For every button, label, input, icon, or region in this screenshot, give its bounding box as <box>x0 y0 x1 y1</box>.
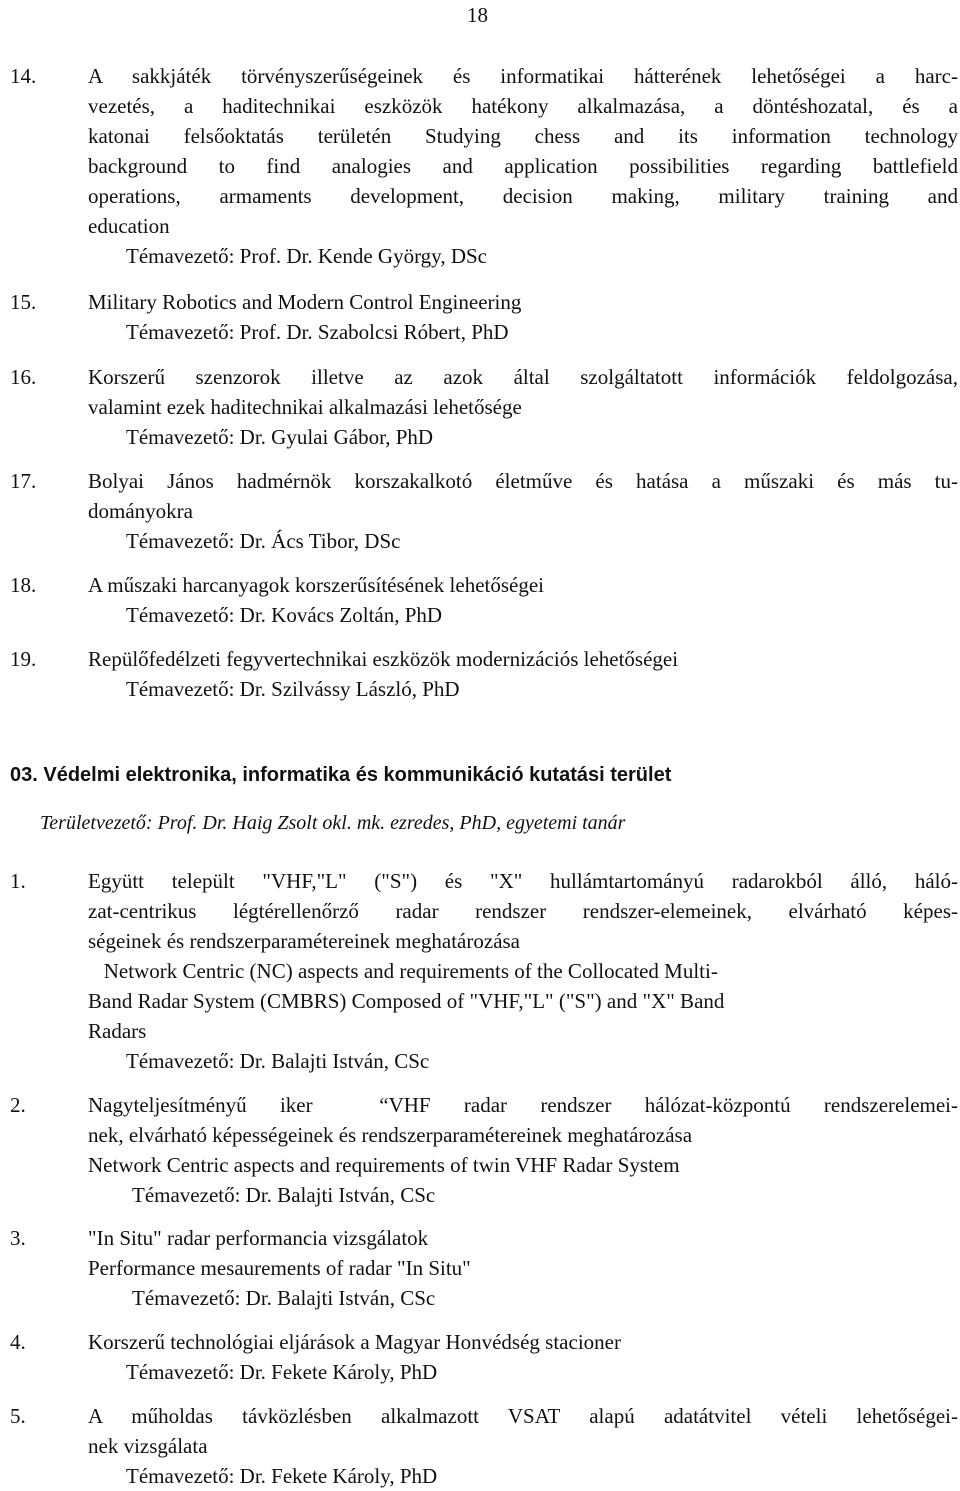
item-title-line: katonai felsőoktatás területén Studying chess and its information technology <box>88 124 958 148</box>
item-body <box>88 644 958 704</box>
item-body <box>88 1090 958 1210</box>
item-title-line: operations, armaments development, decision making, military training and <box>88 184 958 208</box>
item-number: 16. <box>10 365 37 389</box>
item-title-line: nek vizsgálata <box>88 1434 208 1458</box>
item-title-line: zat-centrikus légtérellenőrző radar rendszer rendszer-elemeinek, elvárható képes- <box>88 899 958 923</box>
item-title-line: education <box>88 214 170 238</box>
item-number: 5. <box>10 1404 26 1428</box>
item-title-line: A műholdas távközlésben alkalmazott VSAT alapú adatátvitel vételi lehetőségei- <box>88 1404 958 1428</box>
english-title-line: Network Centric aspects and requirements of twin VHF Radar System <box>88 1153 680 1177</box>
supervisor: Témavezető: Dr. Szilvássy László, PhD <box>126 677 460 701</box>
item-number: 17. <box>10 469 37 493</box>
english-title-line: Radars <box>88 1019 147 1043</box>
item-title-line: Korszerű szenzorok illetve az azok által szolgáltatott információk feldolgozása, <box>88 365 958 389</box>
item-title-line: "In Situ" radar performancia vizsgálatok <box>88 1226 429 1250</box>
list-item <box>0 570 958 630</box>
supervisor: Témavezető: Dr. Balajti István, CSc <box>132 1183 436 1207</box>
item-body <box>88 61 958 271</box>
list-item <box>0 466 958 556</box>
item-title-line: Együtt települt "VHF,"L" ("S") és "X" hullámtartományú radarokból álló, háló- <box>88 869 958 893</box>
list-item <box>0 1223 958 1313</box>
supervisor: Témavezető: Dr. Kovács Zoltán, PhD <box>126 603 443 627</box>
list-item <box>0 866 958 1076</box>
list-item <box>0 362 958 452</box>
section-lead: Területvezető: Prof. Dr. Haig Zsolt okl. mk. ezredes, PhD, egyetemi tanár <box>40 812 626 834</box>
item-title-line: Repülőfedélzeti fegyvertechnikai eszközök modernizációs lehetőségei <box>88 647 679 671</box>
item-title-line: nek, elvárható képességeinek és rendszerparamétereinek meghatározása <box>88 1123 693 1147</box>
supervisor: Témavezető: Dr. Gyulai Gábor, PhD <box>126 425 434 449</box>
section-heading: 03. Védelmi elektronika, informatika és kommunikáció kutatási terület <box>10 764 672 786</box>
list-item <box>0 287 958 347</box>
item-title-line: Military Robotics and Modern Control Engineering <box>88 290 522 314</box>
list-item <box>0 1327 958 1387</box>
item-number: 18. <box>10 573 37 597</box>
list-item <box>0 1401 958 1491</box>
supervisor: Témavezető: Dr. Balajti István, CSc <box>126 1049 430 1073</box>
item-title-line: valamint ezek haditechnikai alkalmazási lehetősége <box>88 395 522 419</box>
item-body <box>88 866 958 1076</box>
list-item <box>0 644 958 704</box>
item-title-line: background to find analogies and application possibilities regarding battlefield <box>88 154 958 178</box>
list-item <box>0 61 958 271</box>
item-title-line: A műszaki harcanyagok korszerűsítésének lehetőségei <box>88 573 545 597</box>
item-title-line: Nagyteljesítményű iker “VHF radar rendszer hálózat-központú rendszerelemei- <box>88 1093 958 1117</box>
item-title-line: ségeinek és rendszerparamétereinek meghatározása <box>88 929 521 953</box>
item-title-line: A sakkjáték törvényszerűségeinek és informatikai hátterének lehetőségei a harc- <box>88 64 958 88</box>
item-body <box>88 1327 958 1387</box>
supervisor: Témavezető: Dr. Fekete Károly, PhD <box>126 1464 438 1488</box>
item-title-line: Bolyai János hadmérnök korszakalkotó életműve és hatása a műszaki és más tu- <box>88 469 958 493</box>
item-number: 3. <box>10 1226 26 1250</box>
item-number: 1. <box>10 869 26 893</box>
item-body <box>88 362 958 452</box>
item-body <box>88 287 958 347</box>
item-title-line: Korszerű technológiai eljárások a Magyar Honvédség stacioner <box>88 1330 621 1354</box>
item-body <box>88 466 958 556</box>
item-number: 14. <box>10 64 37 88</box>
supervisor: Témavezető: Prof. Dr. Kende György, DSc <box>126 244 487 268</box>
supervisor: Témavezető: Prof. Dr. Szabolcsi Róbert, PhD <box>126 320 509 344</box>
english-title-line: Performance mesaurements of radar "In Situ" <box>88 1256 471 1280</box>
item-body <box>88 1223 958 1313</box>
supervisor: Témavezető: Dr. Balajti István, CSc <box>132 1286 436 1310</box>
list-item <box>0 1090 958 1210</box>
item-body <box>88 570 958 630</box>
item-title-line: dományokra <box>88 499 193 523</box>
item-number: 15. <box>10 290 37 314</box>
english-title-line: Network Centric (NC) aspects and requirements of the Collocated Multi- <box>88 959 718 983</box>
item-number: 2. <box>10 1093 26 1117</box>
page-number: 18 <box>467 3 488 27</box>
supervisor: Témavezető: Dr. Fekete Károly, PhD <box>126 1360 438 1384</box>
supervisor: Témavezető: Dr. Ács Tibor, DSc <box>126 529 401 553</box>
english-title-line: Band Radar System (CMBRS) Composed of "VHF,"L" ("S") and "X" Band <box>88 989 725 1013</box>
item-number: 19. <box>10 647 37 671</box>
item-number: 4. <box>10 1330 26 1354</box>
item-body <box>88 1401 958 1491</box>
item-title-line: vezetés, a haditechnikai eszközök hatékony alkalmazása, a döntéshozatal, és a <box>88 94 958 118</box>
